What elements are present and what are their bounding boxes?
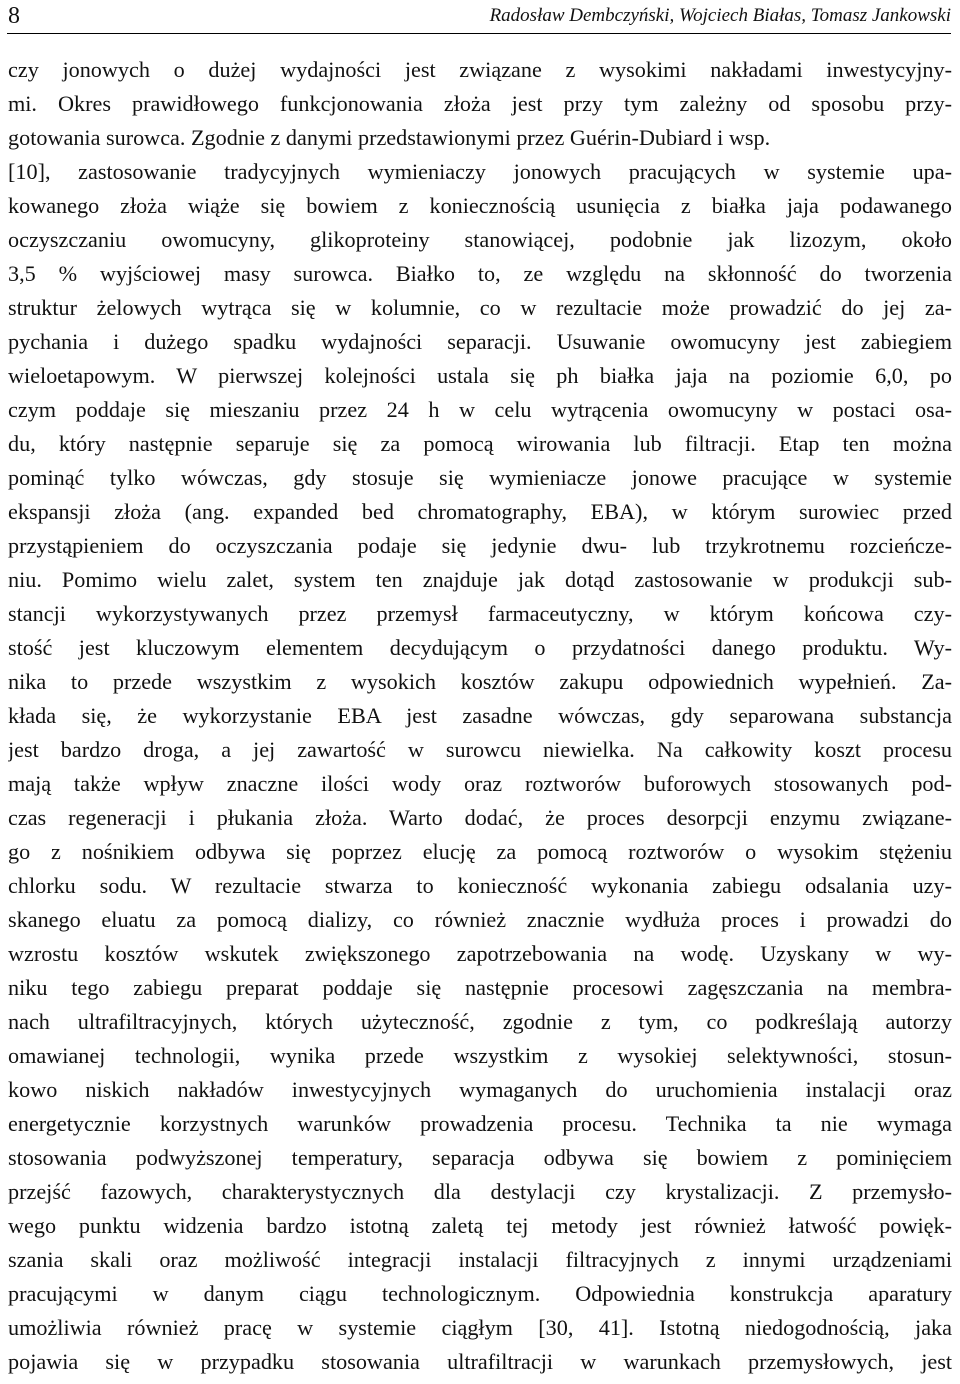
text-line: umożliwia również pracę w systemie ciągłym [30, 41]. Istotną niedogodnością, jaka [8, 1315, 952, 1340]
text-line: przejść fazowych, charakterystycznych dla destylacji czy krystalizacji. Z przemysło- [8, 1179, 952, 1204]
text-line: kowanego złoża wiąże się bowiem z koniecznością usunięcia z białka jaja podawanego [8, 193, 952, 218]
text-line: ekspansji złoża (ang. expanded bed chromatography, EBA), w którym surowiec przed [8, 499, 952, 524]
body-text [8, 53, 952, 1381]
page-header [7, 0, 951, 34]
text-line: szania skali oraz możliwość integracji instalacji filtracyjnych z innymi urządzeniami [8, 1247, 952, 1272]
text-line: kowo niskich nakładów inwestycyjnych wymaganych do uruchomienia instalacji oraz [8, 1077, 952, 1102]
text-line: pominąć tylko wówczas, gdy stosuje się wymieniacze jonowe pracujące w systemie [8, 465, 952, 490]
text-line: czym poddaje się mieszaniu przez 24 h w celu wytrącenia owomucyny w postaci osa- [8, 397, 952, 422]
text-line: pychania i dużego spadku wydajności separacji. Usuwanie owomucyny jest zabiegiem [8, 329, 952, 354]
text-line: stosowania podwyższonej temperatury, separacja odbywa się bowiem z pominięciem [8, 1145, 952, 1170]
text-line: nach ultrafiltracyjnych, których użyteczność, zgodnie z tym, co podkreślają autorzy [8, 1009, 952, 1034]
text-line: skanego eluatu za pomocą dializy, co również znacznie wydłuża proces i prowadzi do [8, 907, 952, 932]
text-line: czas regeneracji i płukania złoża. Warto dodać, że proces desorpcji enzymu związane- [8, 805, 952, 830]
text-line: stość jest kluczowym elementem decydującym o przydatności danego produktu. Wy- [8, 635, 952, 660]
text-line: [10], zastosowanie tradycyjnych wymieniaczy jonowych pracujących w systemie upa- [8, 159, 952, 184]
text-line: struktur żelowych wytrąca się w kolumnie, co w rezultacie może prowadzić do jej za- [8, 295, 952, 320]
text-line: omawianej technologii, wynika przede wszystkim z wysokiej selektywności, stosun- [8, 1043, 952, 1068]
text-line: nika to przede wszystkim z wysokich kosztów zakupu odpowiednich wypełnień. Za- [8, 669, 952, 694]
text-line: przystąpieniem do oczyszczania podaje się jedynie dwu- lub trzykrotnemu rozcieńcze- [8, 533, 952, 558]
text-line: 3,5 % wyjściowej masy surowca. Białko to, ze względu na skłonność do tworzenia [8, 261, 952, 286]
text-line: go z nośnikiem odbywa się poprzez elucję za pomocą roztworów o wysokim stężeniu [8, 839, 952, 864]
text-line: wieloetapowym. W pierwszej kolejności ustala się ph białka jaja na poziomie 6,0, po [8, 363, 952, 388]
text-line: energetycznie korzystnych warunków prowadzenia procesu. Technika ta nie wymaga [8, 1111, 952, 1136]
text-line: chlorku sodu. W rezultacie stwarza to konieczność wykonania zabiegu odsalania uzy- [8, 873, 952, 898]
text-line: mają także wpływ znaczne ilości wody oraz roztworów buforowych stosowanych pod- [8, 771, 952, 796]
text-line: niku tego zabiegu preparat poddaje się następnie procesowi zagęszczania na membra- [8, 975, 952, 1000]
text-line: jest bardzo droga, a jej zawartość w surowcu niewielka. Na całkowity koszt procesu [8, 737, 952, 762]
text-line: pojawia się w przypadku stosowania ultrafiltracji w warunkach przemysłowych, jest [8, 1349, 952, 1374]
running-head-authors: Radosław Dembczyński, Wojciech Białas, Tomasz Jankowski [489, 5, 951, 26]
text-line: kłada się, że wykorzystanie EBA jest zasadne wówczas, gdy separowana substancja [8, 703, 952, 728]
text-line: du, który następnie separuje się za pomocą wirowania lub filtracji. Etap ten można [8, 431, 952, 456]
text-line: gotowania surowca. Zgodnie z danymi przedstawionymi przez Guérin-Dubiard i wsp. [8, 125, 771, 150]
text-line: niu. Pomimo wielu zalet, system ten znajduje jak dotąd zastosowanie w produkcji sub- [8, 567, 952, 592]
text-line: pracującymi w danym ciągu technologicznym. Odpowiednia konstrukcja aparatury [8, 1281, 952, 1306]
text-line: stancji wykorzystywanych przez przemysł farmaceutyczny, w którym końcowa czy- [8, 601, 952, 626]
text-line: wego punktu widzenia bardzo istotną zaletą tej metody jest również łatwość powięk- [8, 1213, 952, 1238]
text-line: mi. Okres prawidłowego funkcjonowania złoża jest przy tym zależny od sposobu przy- [8, 91, 952, 116]
text-line: wzrostu kosztów wskutek zwiększonego zapotrzebowania na wodę. Uzyskany w wy- [8, 941, 952, 966]
page-number: 8 [8, 3, 20, 29]
text-line: czy jonowych o dużej wydajności jest związane z wysokimi nakładami inwestycyjny- [8, 57, 952, 82]
text-line: oczyszczaniu owomucyny, glikoproteiny stanowiącej, podobnie jak lizozym, około [8, 227, 952, 252]
